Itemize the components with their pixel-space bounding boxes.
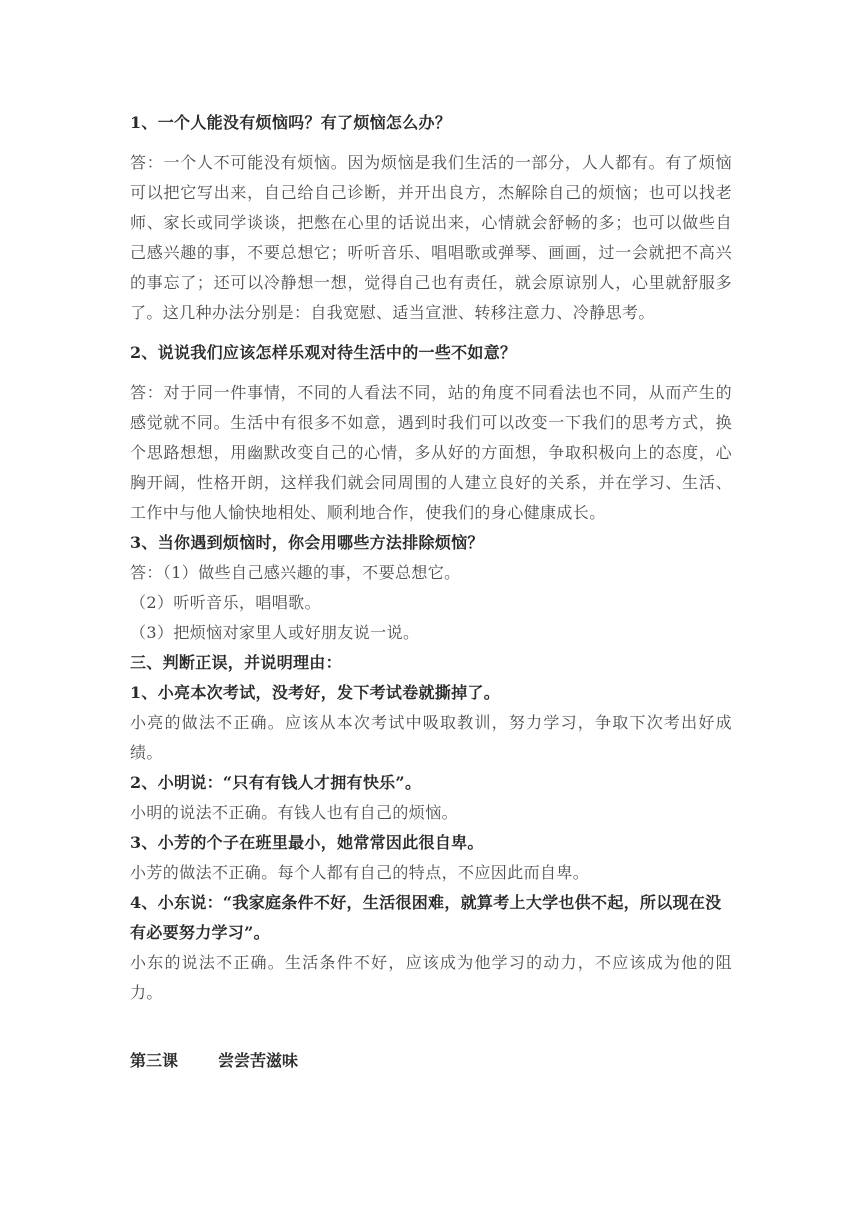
judge-answer-4: 小东的说法不正确。生活条件不好，应该成为他学习的动力，不应该成为他的阻力。 [130,953,732,1002]
answer-1: 答：一个人不可能没有烦恼。因为烦恼是我们生活的一部分，人人都有。有了烦恼可以把它写出来，自己给自己诊断，并开出良方，杰解除自己的烦恼；也可以找老师、家长或同学谈谈，把憋在心里的话说出来，心情就会舒畅的多；也可以做些自己感兴趣的事，不要总想它；听听音乐、唱唱歌或弹琴、画画，过一会就把不高兴的事忘了；还可以冷静想一想，觉得自己也有责任，就会原谅别人，心里就舒服多了。这几种办法分别是：自我宽慰、适当宣泄、转移注意力、冷静思考。 [130,153,732,322]
answer-3-item-1: 答：（1）做些自己感兴趣的事，不要总想它。 [130,563,461,582]
lesson-title: 尝尝苦滋味 [218,1051,299,1070]
answer-3-item-2: （2）听听音乐，唱唱歌。 [130,593,321,612]
section-3-heading: 三、判断正误，并说明理由： [130,653,342,672]
judge-question-1: 1、小亮本次考试，没考好，发下考试卷就撕掉了。 [130,683,501,702]
answer-3-item-3: （3）把烦恼对家里人或好朋友说一说。 [130,623,420,642]
judge-answer-2: 小明的说法不正确。有钱人也有自己的烦恼。 [130,803,459,822]
judge-question-3: 3、小芳的个子在班里最小，她常常因此很自卑。 [130,833,484,852]
lesson-heading [130,1046,732,1076]
question-2: 2、说说我们应该怎样乐观对待生活中的一些不如意？ [130,343,517,362]
judge-question-4: 4、小东说：“我家庭条件不好，生活很困难，就算考上大学也供不起，所以现在没有必要努力学习”。 [130,893,722,942]
lesson-number: 第三课 [130,1051,179,1070]
question-1: 1、一个人能没有烦恼吗？有了烦恼怎么办？ [130,113,452,132]
judge-question-2: 2、小明说：“只有有钱人才拥有快乐”。 [130,773,422,792]
judge-answer-3: 小芳的做法不正确。每个人都有自己的特点，不应因此而自卑。 [130,863,590,882]
question-3: 3、当你遇到烦恼时，你会用哪些方法排除烦恼？ [130,533,484,552]
judge-answer-1: 小亮的做法不正确。应该从本次考试中吸取教训，努力学习，争取下次考出好成绩。 [130,713,732,762]
answer-2: 答：对于同一件事情，不同的人看法不同，站的角度不同看法也不同，从而产生的感觉就不同。生活中有很多不如意，遇到时我们可以改变一下我们的思考方式，换个思路想想，用幽默改变自己的心情，多从好的方面想，争取积极向上的态度，心胸开阔，性格开朗，这样我们就会同周围的人建立良好的关系，并在学习、生活、工作中与他人愉快地相处、顺利地合作，使我们的身心健康成长。 [130,383,732,522]
document-page [130,108,732,1076]
